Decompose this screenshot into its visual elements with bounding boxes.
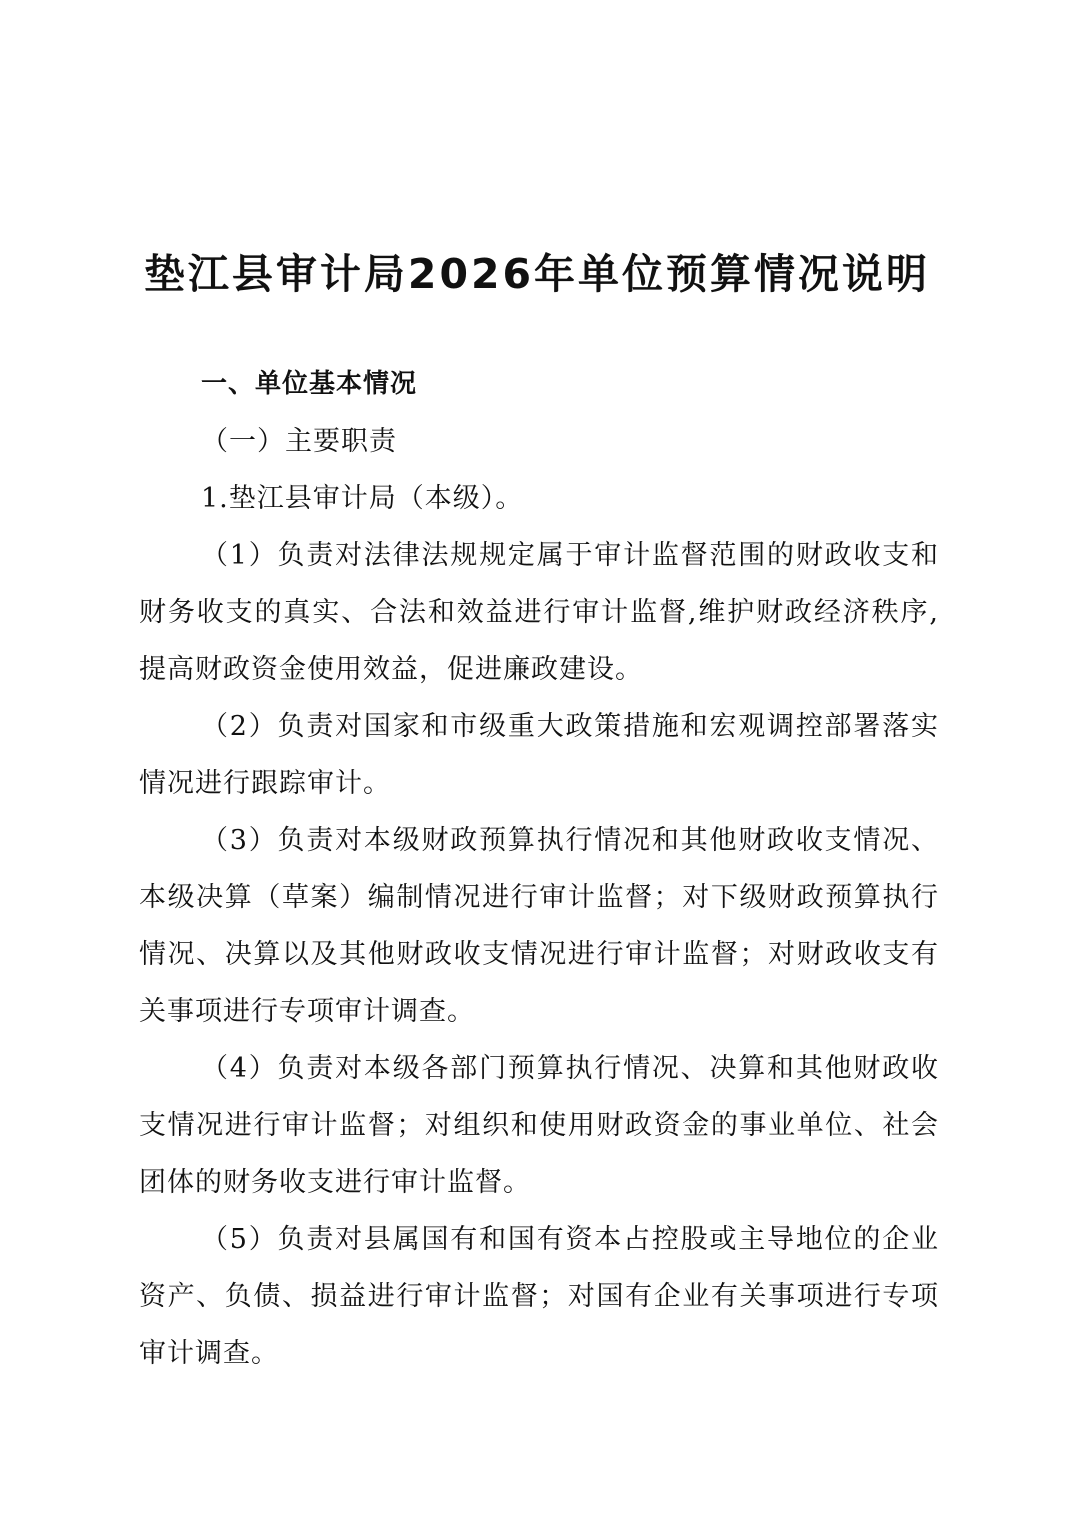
- paragraph-duty-4: [139, 1040, 939, 1211]
- paragraph-duty-2: [139, 698, 939, 812]
- paragraph-line: 情况、决算以及其他财政收支情况进行审计监督；对财政收支有: [139, 939, 939, 970]
- paragraph-line: （4）负责对本级各部门预算执行情况、决算和其他财政收: [201, 1053, 939, 1084]
- subsection-heading: （一）主要职责: [201, 426, 397, 457]
- paragraph-duty-3: [139, 812, 939, 1040]
- paragraph-line: 支情况进行审计监督；对组织和使用财政资金的事业单位、社会: [139, 1110, 939, 1141]
- paragraph-line: 提高财政资金使用效益，促进廉政建设。: [139, 654, 643, 685]
- paragraph-line: 本级决算（草案）编制情况进行审计监督；对下级财政预算执行: [139, 882, 939, 913]
- paragraph-line: 资产、负债、损益进行审计监督；对国有企业有关事项进行专项: [139, 1281, 939, 1312]
- paragraph-line: 情况进行跟踪审计。: [139, 768, 391, 799]
- paragraph-duty-1: [139, 527, 939, 698]
- paragraph-duty-5: [139, 1211, 939, 1382]
- paragraph-line: 财务收支的真实、合法和效益进行审计监督,维护财政经济秩序,: [139, 597, 939, 628]
- paragraph-line: 审计调查。: [139, 1338, 279, 1369]
- paragraph-line: 团体的财务收支进行审计监督。: [139, 1167, 531, 1198]
- paragraph-line: （3）负责对本级财政预算执行情况和其他财政收支情况、: [201, 825, 939, 856]
- unit-heading: 1.垫江县审计局（本级）。: [201, 483, 524, 514]
- paragraph-line: 关事项进行专项审计调查。: [139, 996, 475, 1027]
- document-body: [139, 356, 939, 1382]
- page-title: 垫江县审计局2026年单位预算情况说明: [143, 250, 931, 298]
- paragraph-line: （1）负责对法律法规规定属于审计监督范围的财政收支和: [201, 540, 939, 571]
- section-heading: 一、单位基本情况: [201, 369, 418, 399]
- paragraph-line: （2）负责对国家和市级重大政策措施和宏观调控部署落实: [201, 711, 939, 742]
- paragraph-line: （5）负责对县属国有和国有资本占控股或主导地位的企业: [201, 1224, 939, 1255]
